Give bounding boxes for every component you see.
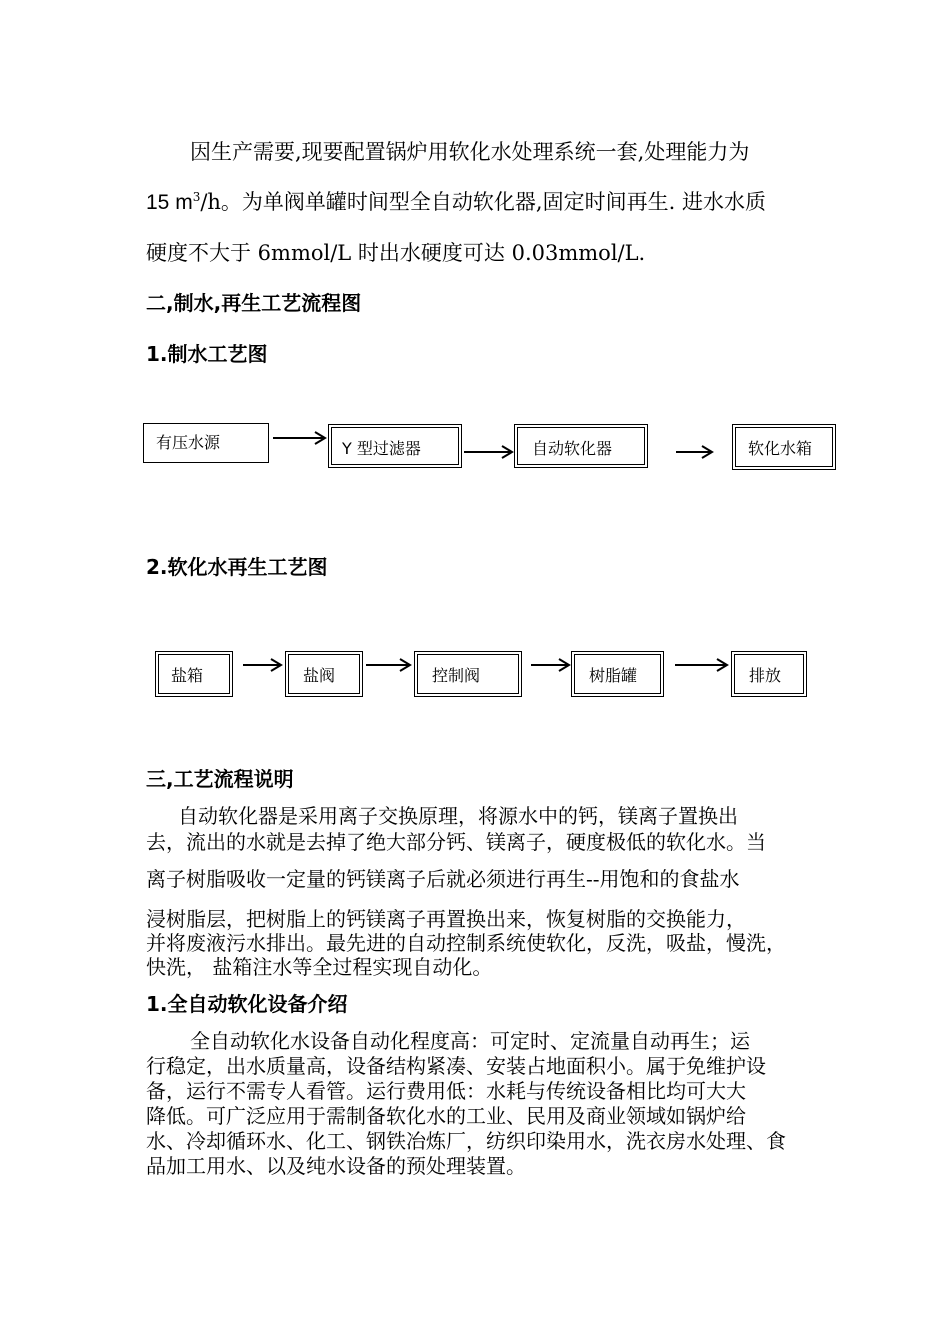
section-3-line-4: 浸树脂层，把树脂上的钙镁离子再置换出来，恢复树脂的交换能力， (146, 907, 746, 931)
intro-line-2 (146, 186, 766, 216)
flow1-box-label: 有压水源 (156, 433, 221, 452)
intro-line-2-superscript: 3 (192, 190, 201, 204)
flow1-box-pressurized-source (143, 423, 269, 463)
intro-line-2-prefix: 15 m (146, 191, 193, 214)
section-3-line-6: 快洗， 盐箱注水等全过程实现自动化。 (146, 955, 493, 979)
section-3-sub1-line-3: 备，运行不需专人看管。运行费用低：水耗与传统设备相比均可大大 (146, 1079, 746, 1103)
section-3-sub1-line-4: 降低。可广泛应用于需制备软化水的工业、民用及商业领域如锅炉给 (146, 1104, 746, 1128)
section-3-line-5: 并将废液污水排出。最先进的自动控制系统使软化，反洗，吸盐，慢洗， (146, 931, 786, 955)
flow1-arrow-2-icon (462, 443, 520, 461)
section-3-sub1-title: 1.全自动软化设备介绍 (146, 992, 348, 1016)
flow2-box-control-valve (414, 651, 522, 697)
flow1-box-auto-softener (514, 424, 648, 468)
intro-line-2-suffix: /h。为单阀单罐时间型全自动软化器,固定时间再生. 进水水质 (200, 190, 766, 214)
flow2-box-label: 控制阀 (432, 666, 481, 685)
intro-line-3: 硬度不大于 6mmol/L 时出水硬度可达 0.03mmol/L. (146, 241, 646, 265)
flow1-arrow-3-icon (674, 443, 732, 461)
section-3-sub1-line-1: 全自动软化水设备自动化程度高：可定时、定流量自动再生；运 (190, 1029, 750, 1053)
flow2-box-label: 排放 (749, 666, 782, 685)
flow2-box-label: 盐阀 (303, 666, 336, 685)
flow2-box-discharge (731, 651, 807, 697)
flow2-box-salt-valve (285, 651, 363, 697)
flow1-arrow-1-icon (271, 429, 329, 447)
section-3-sub1-line-6: 品加工用水、以及纯水设备的预处理装置。 (146, 1154, 526, 1178)
flow2-box-label: 树脂罐 (589, 666, 638, 685)
flow1-box-label: 软化水箱 (748, 439, 813, 458)
section-3-title: 三,工艺流程说明 (146, 767, 294, 791)
section-2-sub2-title: 2.软化水再生工艺图 (146, 555, 328, 579)
flow2-box-resin-tank (571, 651, 664, 697)
flow1-box-y-filter (328, 424, 462, 468)
section-2-sub1-title: 1.制水工艺图 (146, 342, 268, 366)
flow2-box-label: 盐箱 (171, 666, 204, 685)
section-3-line-1: 自动软化器是采用离子交换原理，将源水中的钙，镁离子置换出 (178, 804, 738, 828)
section-2-title: 二,制水,再生工艺流程图 (146, 291, 362, 315)
flow1-box-label: 自动软化器 (532, 439, 613, 458)
section-3-sub1-line-5: 水、冷却循环水、化工、钢铁冶炼厂，纺织印染用水，洗衣房水处理、食 (146, 1129, 786, 1153)
flow1-box-soft-water-tank (732, 424, 836, 470)
section-3-sub1-line-2: 行稳定，出水质量高，设备结构紧凑、安装占地面积小。属于免维护设 (146, 1054, 766, 1078)
section-3-line-3: 离子树脂吸收一定量的钙镁离子后就必须进行再生--用饱和的食盐水 (146, 867, 740, 891)
flow2-box-salt-tank (155, 651, 233, 697)
section-3-line-2: 去，流出的水就是去掉了绝大部分钙、镁离子，硬度极低的软化水。当 (146, 830, 766, 854)
flow1-box-label: Y 型过滤器 (342, 439, 421, 458)
flow2-arrow-4-icon (673, 656, 731, 674)
intro-line-1: 因生产需要,现要配置锅炉用软化水处理系统一套,处理能力为 (190, 140, 750, 164)
